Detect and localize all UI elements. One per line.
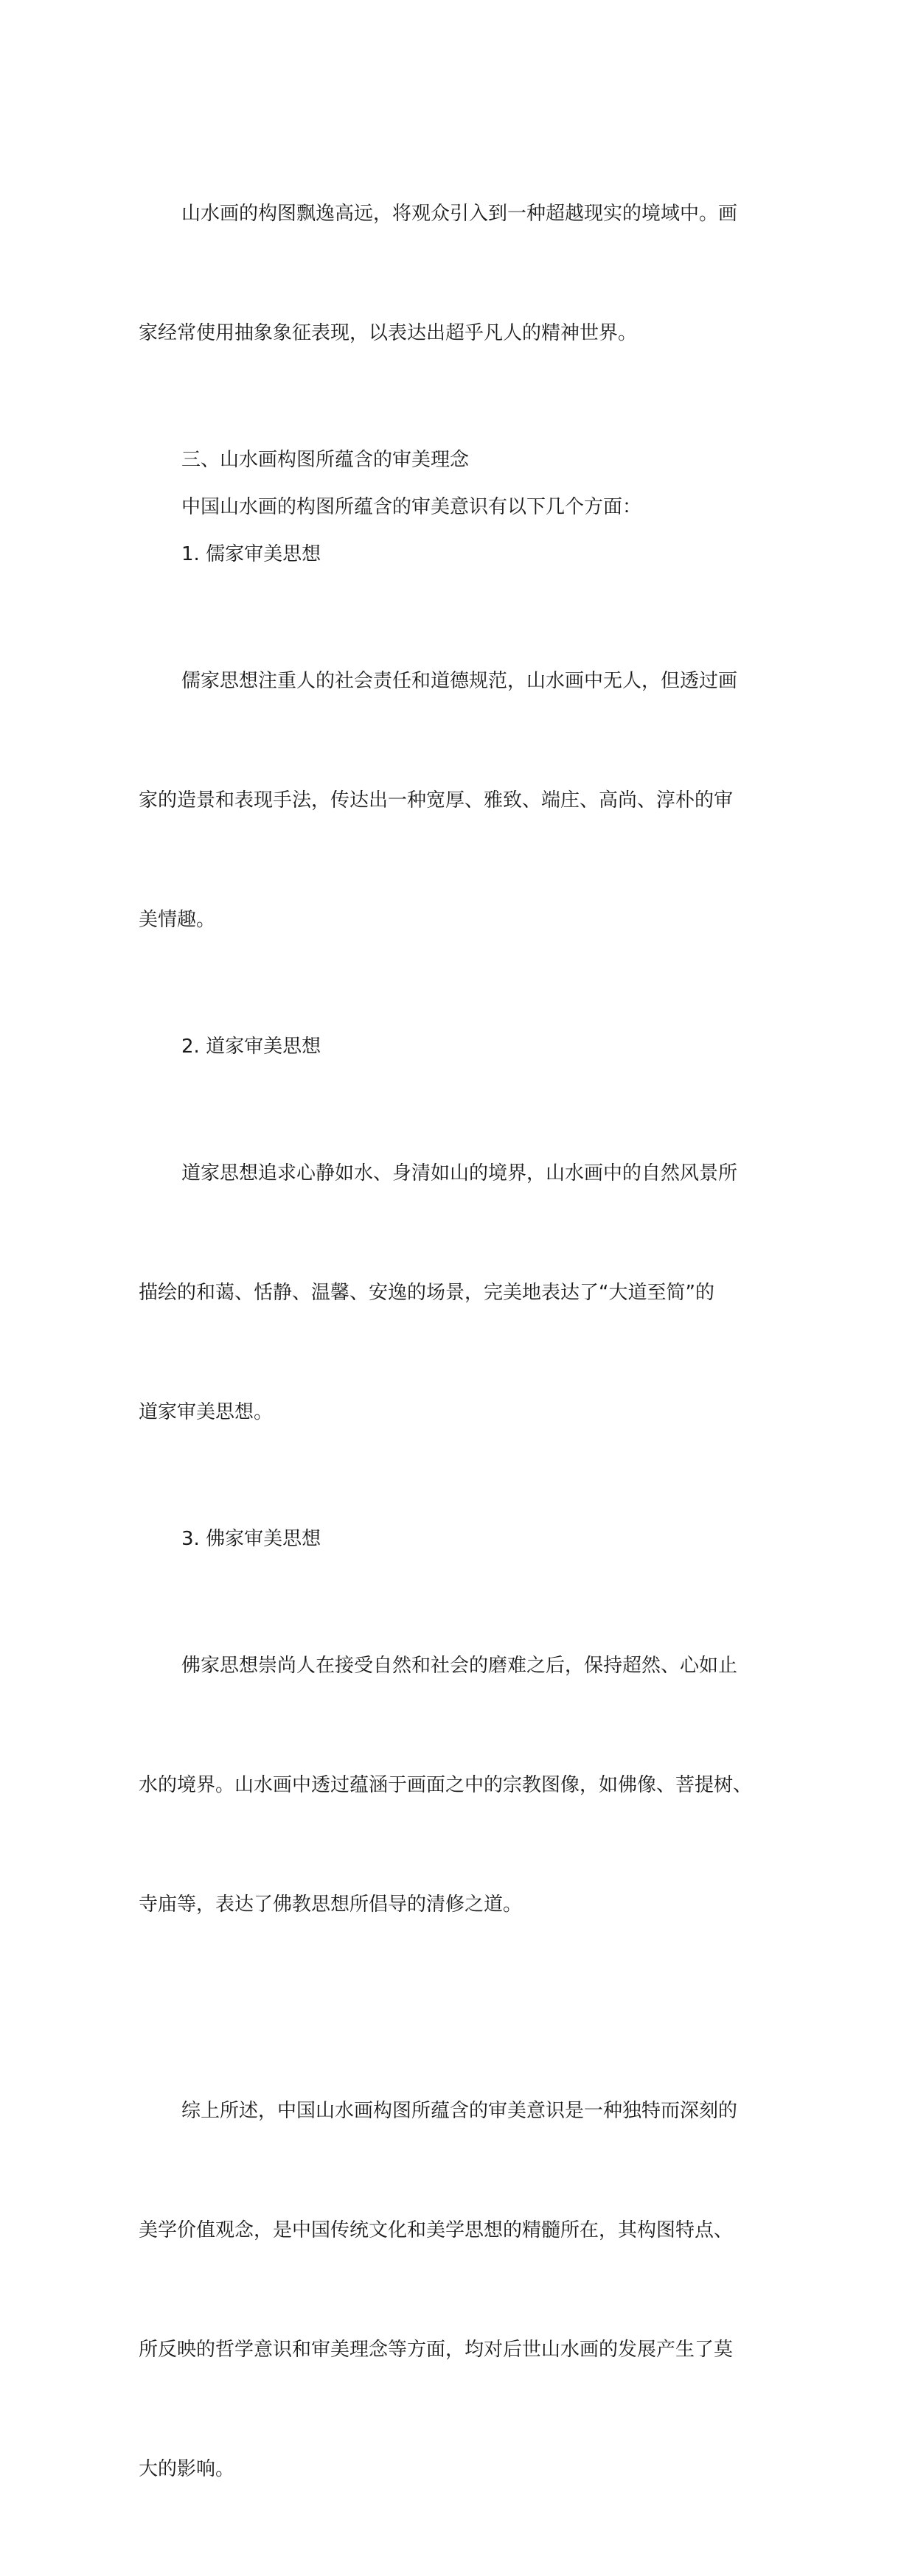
- text-line: 家的造景和表现手法，传达出一种宽厚、雅致、端庄、高尚、淳朴的审: [139, 789, 734, 811]
- text-line: 综上所述，中国山水画构图所蕴含的审美意识是一种独特而深刻的: [181, 2100, 738, 2122]
- section-heading-aesthetics: 三、山水画构图所蕴含的审美理念: [181, 449, 470, 471]
- paragraph-intro: [139, 114, 787, 433]
- paragraph-conclusion: [139, 2011, 787, 2569]
- text-line: 儒家思想注重人的社会责任和道德规范，山水画中无人，但透过画: [181, 670, 738, 692]
- document-body: [139, 114, 787, 2576]
- text-line: 佛家思想崇尚人在接受自然和社会的磨难之后，保持超然、心如止: [181, 1655, 738, 1677]
- section-intro-line: 中国山水画的构图所蕴含的审美意识有以下几个方面：: [181, 496, 642, 518]
- paragraph-confucian: [139, 582, 787, 1019]
- subheading-taoist: 2. 道家审美思想: [181, 1036, 321, 1058]
- text-line: 水的境界。山水画中透过蕴涵于画面之中的宗教图像，如佛像、菩提树、: [139, 1774, 753, 1796]
- subheading-buddhist: 3. 佛家审美思想: [181, 1528, 321, 1550]
- paragraph-taoist: [139, 1074, 787, 1512]
- text-line: 寺庙等，表达了佛教思想所倡导的清修之道。: [139, 1893, 523, 1916]
- text-line: 大的影响。: [139, 2458, 235, 2480]
- text-line: 美情趣。: [139, 909, 216, 931]
- text-line: 美学价值观念，是中国传统文化和美学思想的精髓所在，其构图特点、: [139, 2219, 734, 2241]
- text-line: 家经常使用抽象象征表现，以表达出超乎凡人的精神世界。: [139, 322, 638, 344]
- text-line: 描绘的和蔼、恬静、温馨、安逸的场景，完美地表达了“大道至简”的: [139, 1282, 714, 1304]
- text-line: 道家审美思想。: [139, 1401, 274, 1423]
- text-line: 山水画的构图飘逸高远，将观众引入到一种超越现实的境域中。画: [181, 203, 738, 225]
- text-line: 道家思想追求心静如水、身清如山的境界，山水画中的自然风景所: [181, 1162, 738, 1184]
- text-line: 所反映的哲学意识和审美理念等方面，均对后世山水画的发展产生了莫: [139, 2339, 734, 2361]
- paragraph-buddhist: [139, 1566, 787, 2004]
- subheading-confucian: 1. 儒家审美思想: [181, 543, 321, 565]
